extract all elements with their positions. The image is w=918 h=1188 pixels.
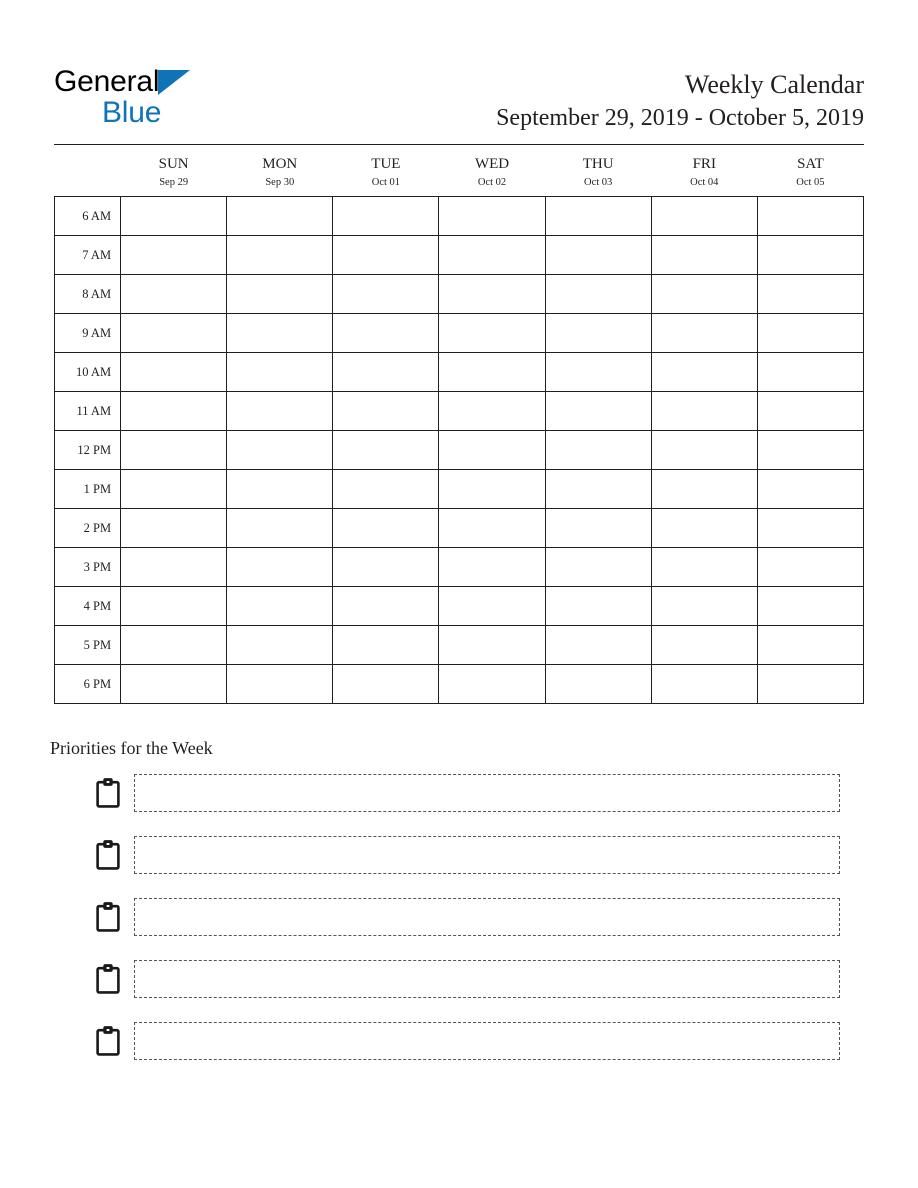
calendar-cell[interactable] — [227, 353, 333, 392]
calendar-cell[interactable] — [121, 665, 227, 704]
time-slot-label: 4 PM — [55, 587, 121, 626]
calendar-cell[interactable] — [121, 509, 227, 548]
calendar-cell[interactable] — [757, 392, 863, 431]
calendar-row — [55, 665, 864, 704]
calendar-cell[interactable] — [545, 470, 651, 509]
priority-input[interactable] — [134, 836, 840, 874]
calendar-cell[interactable] — [651, 275, 757, 314]
calendar-cell[interactable] — [439, 431, 545, 470]
day-of-week-label: THU — [582, 156, 614, 172]
calendar-cell[interactable] — [227, 509, 333, 548]
date-range-subtitle: September 29, 2019 - October 5, 2019 — [496, 105, 864, 131]
calendar-cell[interactable] — [333, 548, 439, 587]
calendar-cell[interactable] — [651, 548, 757, 587]
calendar-cell[interactable] — [545, 275, 651, 314]
clipboard-icon — [96, 964, 120, 994]
calendar-cell[interactable] — [333, 353, 439, 392]
calendar-cell[interactable] — [439, 392, 545, 431]
clipboard-icon — [96, 840, 120, 870]
calendar-cell[interactable] — [439, 509, 545, 548]
calendar-cell[interactable] — [121, 470, 227, 509]
calendar-cell[interactable] — [545, 509, 651, 548]
time-column-header — [55, 145, 121, 197]
calendar-cell[interactable] — [757, 431, 863, 470]
logo-text-blue: Blue — [102, 96, 162, 129]
day-of-week-label: TUE — [371, 156, 401, 172]
calendar-cell[interactable] — [227, 587, 333, 626]
calendar-cell[interactable] — [757, 665, 863, 704]
priority-row — [96, 1020, 842, 1082]
day-of-week-label: MON — [262, 156, 298, 172]
calendar-row — [55, 275, 864, 314]
calendar-cell[interactable] — [757, 587, 863, 626]
calendar-cell[interactable] — [439, 275, 545, 314]
calendar-cell[interactable] — [545, 353, 651, 392]
time-slot-label: 3 PM — [55, 548, 121, 587]
priority-input[interactable] — [134, 1022, 840, 1060]
calendar-cell[interactable] — [227, 665, 333, 704]
calendar-cell[interactable] — [545, 548, 651, 587]
calendar-cell[interactable] — [439, 236, 545, 275]
calendar-cell[interactable] — [545, 314, 651, 353]
priority-row — [96, 896, 842, 958]
weekly-schedule-table — [54, 145, 864, 704]
day-date-label: Sep 29 — [159, 177, 189, 188]
time-slot-label: 9 AM — [55, 314, 121, 353]
priority-row — [96, 834, 842, 896]
calendar-cell[interactable] — [121, 275, 227, 314]
day-header-fri — [651, 145, 757, 197]
time-slot-label: 11 AM — [55, 392, 121, 431]
calendar-cell[interactable] — [439, 548, 545, 587]
time-slot-label: 6 PM — [55, 665, 121, 704]
day-header-sun — [121, 145, 227, 197]
calendar-cell[interactable] — [545, 392, 651, 431]
calendar-cell[interactable] — [333, 314, 439, 353]
time-slot-label: 12 PM — [55, 431, 121, 470]
day-of-week-label: SUN — [158, 156, 189, 172]
calendar-cell[interactable] — [651, 314, 757, 353]
day-date-label: Oct 04 — [690, 177, 719, 188]
calendar-cell[interactable] — [227, 275, 333, 314]
time-slot-label: 7 AM — [55, 236, 121, 275]
calendar-cell[interactable] — [651, 392, 757, 431]
day-date-label: Oct 02 — [477, 177, 507, 188]
calendar-cell[interactable] — [651, 587, 757, 626]
calendar-cell[interactable] — [333, 665, 439, 704]
title-block — [304, 68, 864, 134]
calendar-cell[interactable] — [651, 236, 757, 275]
calendar-cell[interactable] — [439, 665, 545, 704]
calendar-cell[interactable] — [227, 314, 333, 353]
calendar-row — [55, 548, 864, 587]
priority-input[interactable] — [134, 898, 840, 936]
page-header — [54, 60, 864, 138]
calendar-cell[interactable] — [333, 236, 439, 275]
calendar-cell[interactable] — [439, 626, 545, 665]
calendar-row — [55, 314, 864, 353]
calendar-cell[interactable] — [757, 197, 863, 236]
clipboard-icon — [96, 902, 120, 932]
calendar-cell[interactable] — [651, 197, 757, 236]
calendar-cell[interactable] — [545, 587, 651, 626]
calendar-cell[interactable] — [121, 392, 227, 431]
day-header-thu — [545, 145, 651, 197]
priorities-list — [96, 772, 842, 1082]
calendar-cell[interactable] — [333, 275, 439, 314]
calendar-cell[interactable] — [439, 353, 545, 392]
time-slot-label: 10 AM — [55, 353, 121, 392]
calendar-cell[interactable] — [227, 236, 333, 275]
calendar-cell[interactable] — [439, 314, 545, 353]
calendar-cell[interactable] — [227, 392, 333, 431]
calendar-cell[interactable] — [439, 587, 545, 626]
calendar-cell[interactable] — [121, 587, 227, 626]
calendar-cell[interactable] — [333, 626, 439, 665]
calendar-cell[interactable] — [121, 431, 227, 470]
calendar-cell[interactable] — [121, 626, 227, 665]
day-header-row — [55, 145, 864, 197]
calendar-cell[interactable] — [545, 431, 651, 470]
calendar-cell[interactable] — [545, 236, 651, 275]
day-of-week-label: SAT — [797, 156, 824, 172]
calendar-cell[interactable] — [227, 548, 333, 587]
priority-row — [96, 958, 842, 1020]
calendar-cell[interactable] — [439, 470, 545, 509]
calendar-head — [55, 145, 864, 197]
calendar-cell[interactable] — [757, 509, 863, 548]
calendar-row — [55, 587, 864, 626]
calendar-cell[interactable] — [651, 353, 757, 392]
calendar-row — [55, 392, 864, 431]
clipboard-icon — [96, 1026, 120, 1056]
day-date-label: Sep 30 — [265, 177, 295, 188]
day-header-mon — [227, 145, 333, 197]
calendar-cell[interactable] — [545, 197, 651, 236]
calendar-cell[interactable] — [757, 353, 863, 392]
calendar-cell[interactable] — [757, 314, 863, 353]
calendar-cell[interactable] — [545, 665, 651, 704]
priority-input[interactable] — [134, 774, 840, 812]
day-header-tue — [333, 145, 439, 197]
calendar-cell[interactable] — [121, 314, 227, 353]
calendar-row — [55, 470, 864, 509]
calendar-cell[interactable] — [121, 353, 227, 392]
day-header-sat — [757, 145, 863, 197]
page-title: Weekly Calendar — [684, 70, 864, 99]
day-date-label: Oct 01 — [371, 177, 401, 188]
calendar-cell[interactable] — [227, 626, 333, 665]
calendar-cell[interactable] — [651, 431, 757, 470]
calendar-cell[interactable] — [227, 197, 333, 236]
calendar-cell[interactable] — [651, 665, 757, 704]
time-slot-label: 8 AM — [55, 275, 121, 314]
general-blue-logo — [54, 66, 254, 136]
calendar-cell[interactable] — [333, 197, 439, 236]
calendar-cell[interactable] — [121, 548, 227, 587]
calendar-cell[interactable] — [227, 470, 333, 509]
calendar-cell[interactable] — [333, 587, 439, 626]
calendar-cell[interactable] — [121, 236, 227, 275]
calendar-cell[interactable] — [651, 470, 757, 509]
time-slot-label: 2 PM — [55, 509, 121, 548]
calendar-body — [55, 197, 864, 704]
time-slot-label: 6 AM — [55, 197, 121, 236]
logo-text-general: General — [54, 65, 160, 98]
calendar-row — [55, 626, 864, 665]
day-of-week-label: FRI — [692, 156, 716, 172]
calendar-cell[interactable] — [333, 470, 439, 509]
calendar-cell[interactable] — [757, 275, 863, 314]
logo-triangle-icon — [158, 70, 190, 95]
calendar-row — [55, 509, 864, 548]
calendar-cell[interactable] — [227, 431, 333, 470]
day-date-label: Oct 03 — [583, 177, 613, 188]
day-date-label: Oct 05 — [796, 177, 825, 188]
priorities-heading: Priorities for the Week — [50, 738, 213, 758]
calendar-section — [54, 144, 864, 704]
calendar-row — [55, 353, 864, 392]
priority-row — [96, 772, 842, 834]
day-header-wed — [439, 145, 545, 197]
calendar-cell[interactable] — [333, 431, 439, 470]
calendar-cell[interactable] — [757, 548, 863, 587]
calendar-cell[interactable] — [651, 626, 757, 665]
calendar-row — [55, 236, 864, 275]
calendar-cell[interactable] — [757, 470, 863, 509]
calendar-row — [55, 431, 864, 470]
time-slot-label: 1 PM — [55, 470, 121, 509]
calendar-cell[interactable] — [757, 236, 863, 275]
calendar-cell[interactable] — [333, 509, 439, 548]
calendar-cell[interactable] — [545, 626, 651, 665]
clipboard-icon — [96, 778, 120, 808]
calendar-cell[interactable] — [651, 509, 757, 548]
calendar-cell[interactable] — [121, 197, 227, 236]
calendar-row — [55, 197, 864, 236]
calendar-cell[interactable] — [439, 197, 545, 236]
calendar-cell[interactable] — [757, 626, 863, 665]
priority-input[interactable] — [134, 960, 840, 998]
calendar-cell[interactable] — [333, 392, 439, 431]
day-of-week-label: WED — [474, 156, 510, 172]
time-slot-label: 5 PM — [55, 626, 121, 665]
